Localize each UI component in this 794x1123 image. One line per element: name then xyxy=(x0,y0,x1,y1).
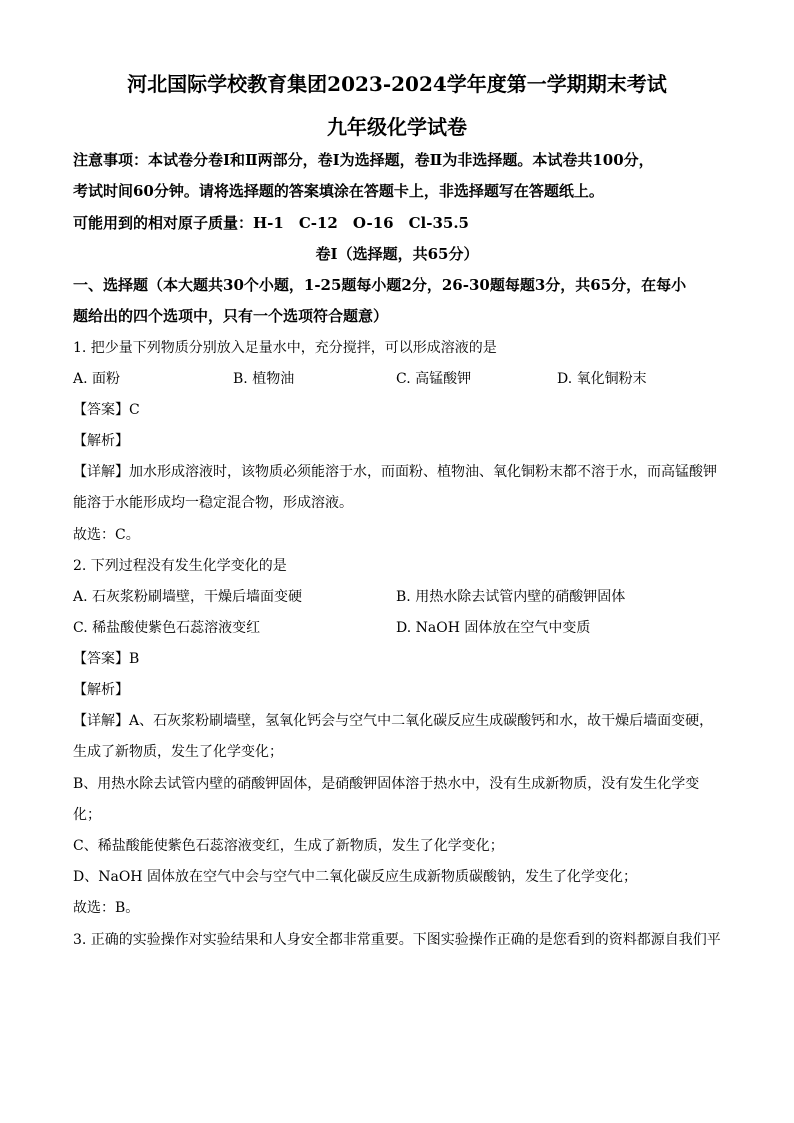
q1-choice: 故选：C。 xyxy=(73,527,140,543)
exam-subtitle: 九年级化学试卷 xyxy=(327,115,467,139)
exam-title: 河北国际学校教育集团2023-2024学年度第一学期期末考试 xyxy=(127,72,667,96)
q1-option-c: C. 高锰酸钾 xyxy=(396,371,472,387)
section-intro-1: 一、选择题（本大题共30个小题，1-25题每小题2分，26-30题每题3分，共65分，在每小 xyxy=(73,276,687,294)
atomic-mass-line: 可能用到的相对原子质量：H-1 C-12 O-16 Cl-35.5 xyxy=(73,214,469,232)
q2-answer: 【答案】B xyxy=(73,651,140,667)
notice-line-2: 考试时间60分钟。请将选择题的答案填涂在答题卡上，非选择题写在答题纸上。 xyxy=(73,182,604,200)
q1-analysis-label: 【解析】 xyxy=(73,433,129,449)
q2-detail-6: D、NaOH 固体放在空气中会与空气中二氧化碳反应生成新物质碳酸钠，发生了化学变化； xyxy=(73,869,637,885)
q1-stem: 1. 把少量下列物质分别放入足量水中，充分搅拌，可以形成溶液的是 xyxy=(73,340,497,356)
q1-option-d: D. 氧化铜粉末 xyxy=(557,371,647,387)
q1-detail-2: 能溶于水能形成均一稳定混合物，形成溶液。 xyxy=(73,495,353,511)
q2-stem: 2. 下列过程没有发生化学变化的是 xyxy=(73,558,287,574)
q2-detail-2: 生成了新物质，发生了化学变化； xyxy=(73,744,283,760)
q2-detail-3: B、用热水除去试管内壁的硝酸钾固体，是硝酸钾固体溶于热水中，没有生成新物质，没有发生化学变 xyxy=(73,776,700,792)
section-intro-2: 题给出的四个选项中，只有一个选项符合题意） xyxy=(73,307,389,325)
q2-choice: 故选：B。 xyxy=(73,900,140,916)
q2-detail-4: 化； xyxy=(73,807,101,823)
q2-option-a: A. 石灰浆粉刷墙壁，干燥后墙面变硬 xyxy=(73,589,303,605)
q2-detail-5: C、稀盐酸能使紫色石蕊溶液变红，生成了新物质，发生了化学变化； xyxy=(73,838,504,854)
q2-option-d: D. NaOH 固体放在空气中变质 xyxy=(396,620,591,636)
q1-answer: 【答案】C xyxy=(73,402,140,418)
q2-option-b: B. 用热水除去试管内壁的硝酸钾固体 xyxy=(396,589,626,605)
q2-option-c: C. 稀盐酸使紫色石蕊溶液变红 xyxy=(73,620,261,636)
q1-detail-1: 【详解】加水形成溶液时，该物质必须能溶于水，而面粉、植物油、氧化铜粉末都不溶于水，而高锰酸钾 xyxy=(73,464,717,480)
q3-stem: 3. 正确的实验操作对实验结果和人身安全都非常重要。下图实验操作正确的是您看到的资料都源自我们平 xyxy=(73,932,721,948)
q2-analysis-label: 【解析】 xyxy=(73,682,129,698)
q2-detail-1: 【详解】A、石灰浆粉刷墙壁，氢氧化钙会与空气中二氧化碳反应生成碳酸钙和水，故干燥后墙面变硬， xyxy=(73,713,714,729)
notice-line-1: 注意事项：本试卷分卷Ⅰ和Ⅱ两部分，卷Ⅰ为选择题，卷Ⅱ为非选择题。本试卷共100分， xyxy=(73,151,654,169)
section-heading: 卷Ⅰ（选择题，共65分） xyxy=(315,245,479,263)
q1-option-a: A. 面粉 xyxy=(73,371,121,387)
q1-option-b: B. 植物油 xyxy=(233,371,295,387)
